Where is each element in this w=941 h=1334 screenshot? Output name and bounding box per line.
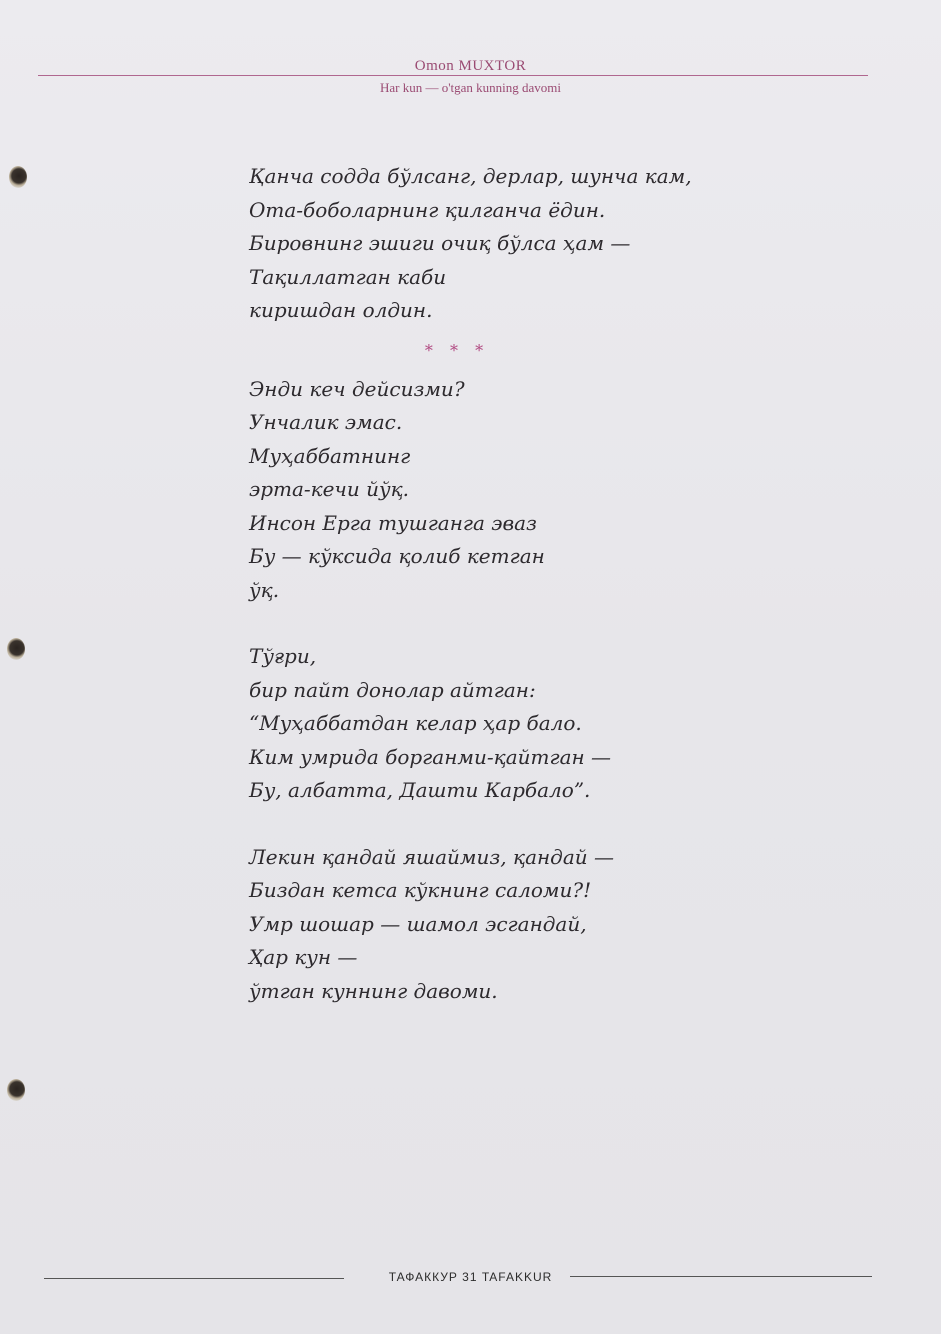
footer-rule-right bbox=[570, 1276, 872, 1277]
poem-line: Ота-боболарнинг қилганча ёдин. bbox=[249, 197, 606, 222]
running-head-subtitle: Har kun — o'tgan kunning davomi bbox=[379, 80, 562, 95]
poem-line: Бу, албатта, Дашти Карбало”. bbox=[249, 778, 591, 802]
poem-line: киришдан олдин. bbox=[249, 298, 433, 322]
poem-line: Ким умрида борганми-қайтган — bbox=[249, 744, 612, 769]
binder-hole-top bbox=[9, 166, 27, 188]
stanza-1 bbox=[249, 160, 809, 328]
poem-line: “Муҳаббатдан келар ҳар бало. bbox=[249, 711, 582, 735]
poem-line: бир пайт донолар айтган: bbox=[249, 677, 536, 702]
poem-line: Бировнинг эшиги очиқ бўлса ҳам — bbox=[249, 231, 631, 255]
running-head-author: Omon MUXTOR bbox=[414, 58, 527, 74]
stanza-2 bbox=[249, 373, 809, 608]
poem-line: Унчалик эмас. bbox=[249, 410, 403, 434]
binder-hole-middle bbox=[7, 638, 25, 660]
poem-line: Инсон Ерга тушганга эваз bbox=[249, 510, 537, 535]
header-rule bbox=[38, 75, 868, 76]
footer-journal-page: ТАФАККУР 31 TAFAKKUR bbox=[388, 1270, 553, 1284]
poem-line: Ҳар кун — bbox=[249, 945, 358, 969]
section-separator: * * * bbox=[424, 340, 490, 360]
poem-line: Энди кеч дейсизми? bbox=[249, 376, 465, 401]
poem-line: Қанча содда бўлсанг, дерлар, шунча кам, bbox=[249, 164, 692, 188]
poem-line: Муҳаббатнинг bbox=[249, 443, 411, 468]
poem-line: Биздан кетса кўкнинг саломи?! bbox=[249, 878, 592, 902]
poem-line: эрта-кечи йўқ. bbox=[249, 477, 410, 501]
stanza-4 bbox=[249, 841, 809, 1009]
binder-hole-bottom bbox=[7, 1079, 25, 1101]
stanza-gap bbox=[249, 808, 809, 841]
poem-line: Тўғри, bbox=[249, 644, 317, 668]
poem-line: Тақиллатган каби bbox=[249, 264, 447, 289]
poem-line: Лекин қандай яшаймиз, қандай — bbox=[249, 844, 615, 869]
stanza-gap bbox=[249, 607, 809, 640]
poem-line: ўқ. bbox=[249, 577, 280, 602]
stanza-3 bbox=[249, 640, 809, 808]
poem bbox=[249, 160, 809, 1008]
poem-line: ўтган куннинг давоми. bbox=[249, 978, 498, 1003]
poem-line: Бу — кўксида қолиб кетган bbox=[249, 544, 545, 568]
poem-line: Умр шошар — шамол эсгандай, bbox=[249, 911, 587, 936]
